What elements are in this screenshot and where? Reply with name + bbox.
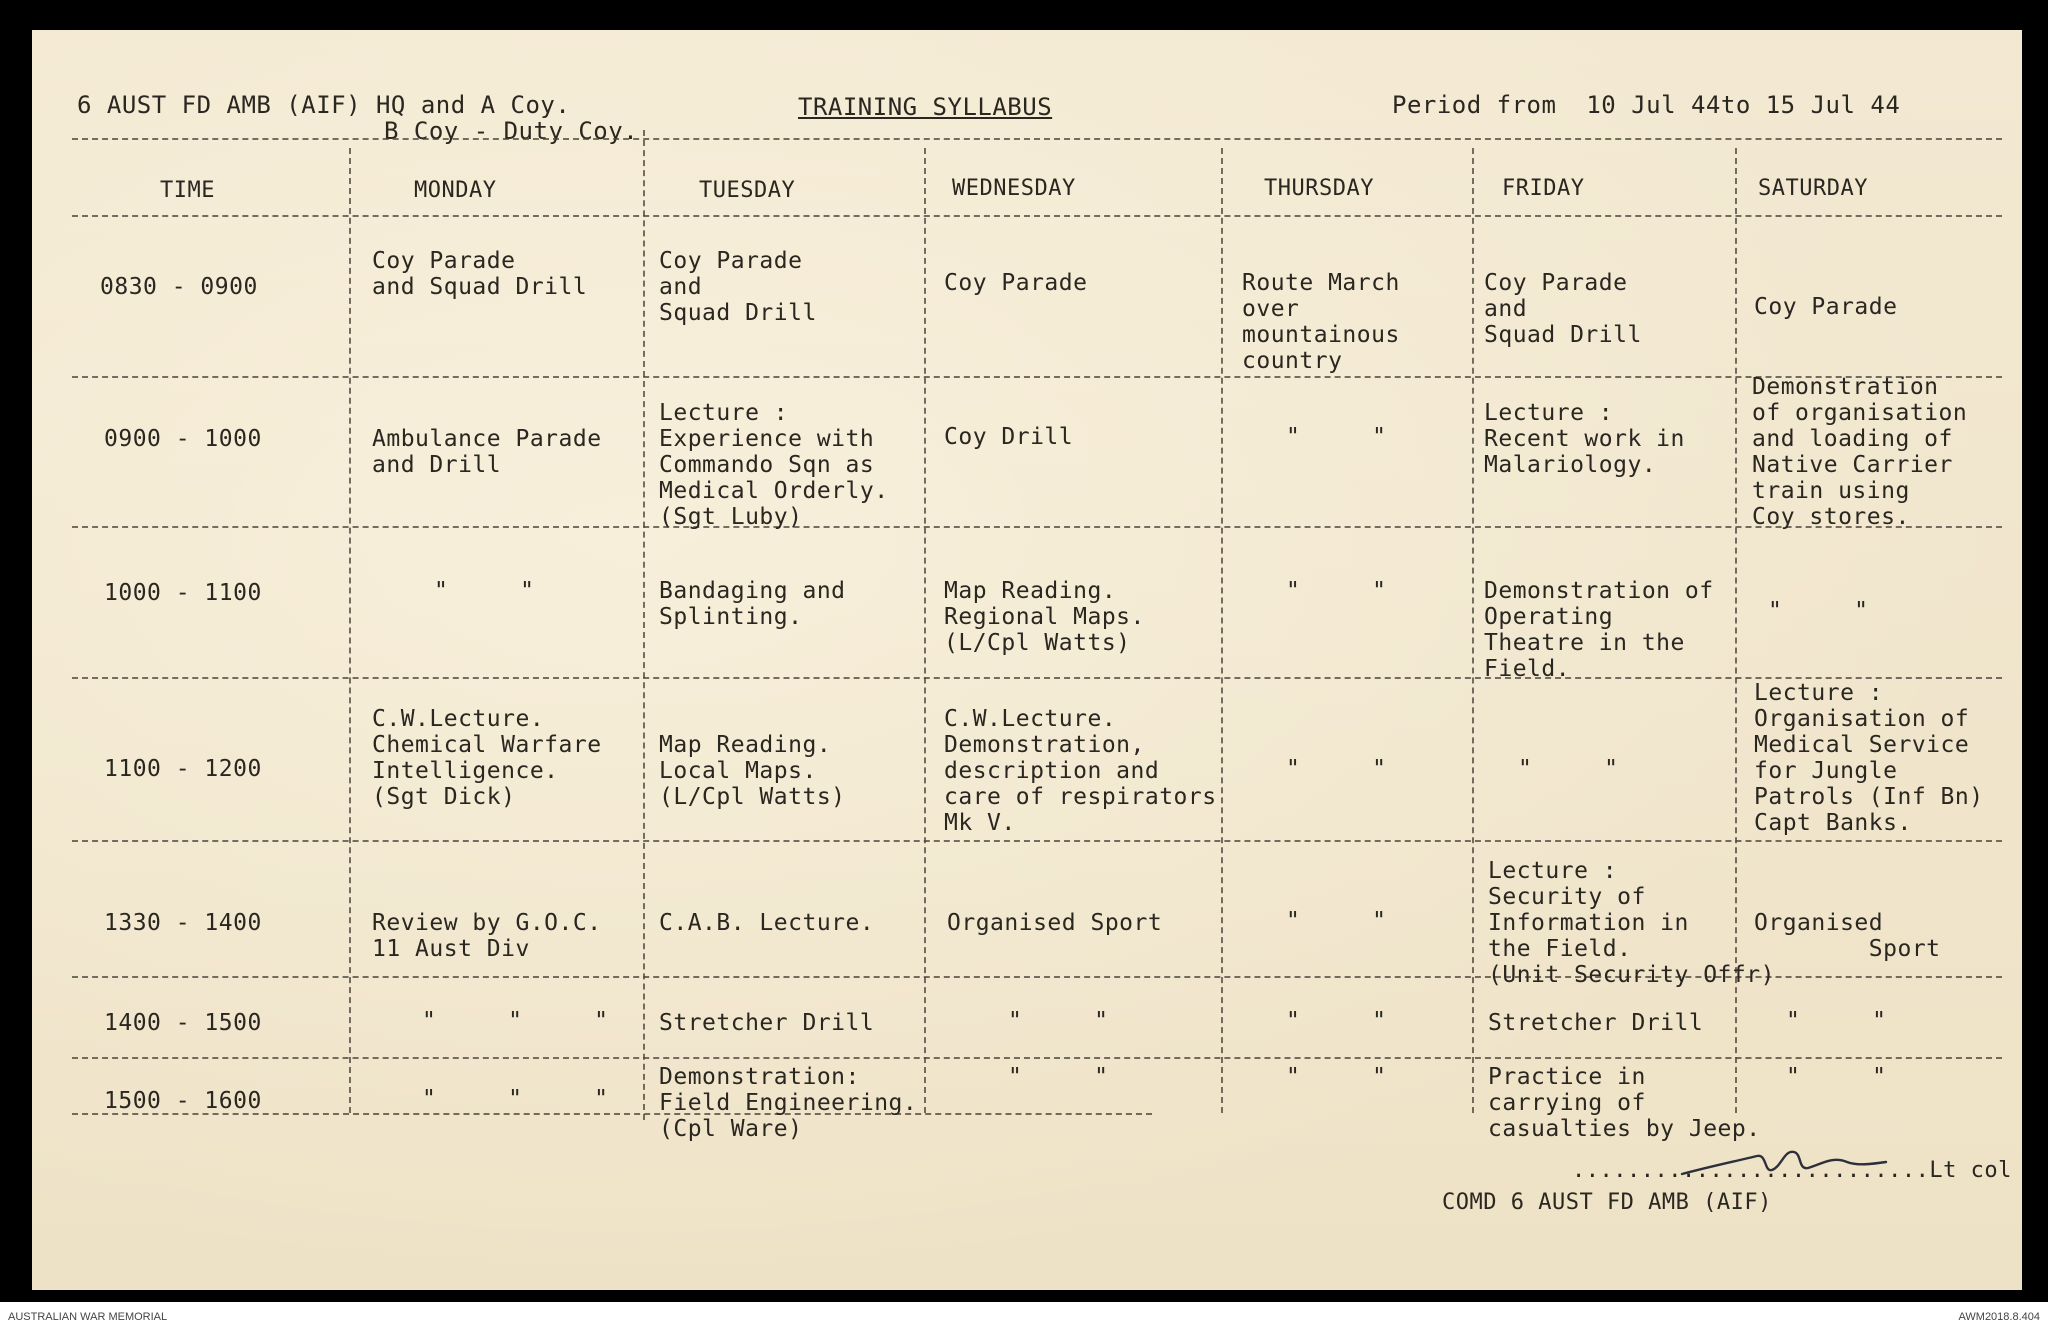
- schedule-cell: " " ": [422, 1086, 609, 1112]
- period-line: Period from 10 Jul 44to 15 Jul 44: [1392, 91, 1901, 119]
- time-cell: 1100 - 1200: [104, 756, 262, 782]
- schedule-cell: Bandaging and Splinting.: [659, 578, 846, 630]
- schedule-cell: Organised Sport: [947, 910, 1163, 936]
- time-cell: 1330 - 1400: [104, 910, 262, 936]
- schedule-cell: Lecture : Recent work in Malariology.: [1484, 400, 1685, 478]
- schedule-cell: Review by G.O.C. 11 Aust Div: [372, 910, 602, 962]
- document-page: [32, 30, 2022, 1290]
- schedule-cell: Stretcher Drill: [1488, 1010, 1704, 1036]
- time-cell: 0900 - 1000: [104, 426, 262, 452]
- signature-title: COMD 6 AUST FD AMB (AIF): [1442, 1190, 1772, 1215]
- schedule-cell: Ambulance Parade and Drill: [372, 426, 602, 478]
- schedule-cell: Organised Sport: [1754, 910, 1941, 962]
- rule-row-1: [72, 376, 2002, 378]
- schedule-cell: " ": [1286, 1008, 1387, 1034]
- schedule-cell: Lecture : Experience with Commando Sqn as Medical Orderly. (Sgt Luby): [659, 400, 889, 530]
- schedule-cell: Lecture : Organisation of Medical Service for Jungle Patrols (Inf Bn) Capt Banks.: [1754, 680, 1984, 836]
- column-header-time: TIME: [160, 178, 215, 203]
- schedule-cell: Practice in carrying of casualties by Jeep.: [1488, 1064, 1761, 1142]
- time-cell: 0830 - 0900: [100, 274, 258, 300]
- schedule-cell: " ": [1008, 1064, 1109, 1090]
- schedule-cell: Coy Parade: [944, 270, 1088, 296]
- schedule-cell: " ": [1518, 756, 1619, 782]
- schedule-cell: " ": [1286, 424, 1387, 450]
- schedule-cell: " ": [1286, 908, 1387, 934]
- col-divider-1: [349, 148, 351, 1113]
- column-header-wednesday: WEDNESDAY: [952, 176, 1076, 201]
- rule-row-4: [72, 840, 2002, 842]
- schedule-cell: " ": [1286, 1064, 1387, 1090]
- column-header-tuesday: TUESDAY: [699, 178, 796, 203]
- footer-source: AUSTRALIAN WAR MEMORIAL: [8, 1311, 168, 1323]
- schedule-cell: Coy Parade and Squad Drill: [1484, 270, 1642, 348]
- schedule-cell: " ": [1786, 1008, 1887, 1034]
- schedule-cell: Map Reading. Regional Maps. (L/Cpl Watts): [944, 578, 1145, 656]
- schedule-cell: Lecture : Security of Information in the Field. (Unit Security Offr): [1488, 858, 1775, 988]
- unit-line-1: 6 AUST FD AMB (AIF) HQ and A Coy.: [77, 91, 571, 119]
- schedule-cell: " ": [1786, 1064, 1887, 1090]
- schedule-cell: C.A.B. Lecture.: [659, 910, 875, 936]
- schedule-cell: " " ": [422, 1008, 609, 1034]
- column-header-thursday: THURSDAY: [1264, 176, 1374, 201]
- rule-row-2: [72, 526, 2002, 528]
- schedule-cell: " ": [1286, 756, 1387, 782]
- rule-row-6: [72, 1057, 2002, 1059]
- archive-footer: [0, 1302, 2048, 1332]
- time-cell: 1500 - 1600: [104, 1088, 262, 1114]
- unit-line-2: B Coy - Duty Coy.: [384, 117, 639, 145]
- time-cell: 1400 - 1500: [104, 1010, 262, 1036]
- schedule-cell: C.W.Lecture. Chemical Warfare Intelligence. (Sgt Dick): [372, 706, 602, 810]
- schedule-cell: Map Reading. Local Maps. (L/Cpl Watts): [659, 732, 846, 810]
- schedule-cell: " ": [1008, 1008, 1109, 1034]
- signature-line: ..........................Lt col: [1572, 1158, 2012, 1183]
- schedule-cell: Demonstration of Operating Theatre in the Field.: [1484, 578, 1714, 682]
- column-header-friday: FRIDAY: [1502, 176, 1585, 201]
- schedule-cell: Coy Parade and Squad Drill: [372, 248, 588, 300]
- schedule-cell: Stretcher Drill: [659, 1010, 875, 1036]
- column-header-monday: MONDAY: [414, 178, 497, 203]
- schedule-cell: " ": [434, 578, 535, 604]
- col-divider-4: [1221, 148, 1223, 1113]
- schedule-cell: Coy Drill: [944, 424, 1074, 450]
- schedule-cell: Coy Parade and Squad Drill: [659, 248, 817, 326]
- col-divider-2: [643, 130, 645, 1120]
- rule-top: [72, 138, 2002, 140]
- schedule-cell: Route March over mountainous country: [1242, 270, 1400, 374]
- schedule-cell: Demonstration of organisation and loading of Native Carrier train using Coy stores.: [1752, 374, 1968, 530]
- footer-reference: AWM2018.8.404: [1958, 1311, 2040, 1323]
- schedule-cell: " ": [1286, 578, 1387, 604]
- column-header-saturday: SATURDAY: [1758, 176, 1868, 201]
- schedule-cell: " ": [1768, 598, 1869, 624]
- schedule-cell: Demonstration: Field Engineering. (Cpl Ware): [659, 1064, 918, 1142]
- document-title: TRAINING SYLLABUS: [798, 93, 1053, 121]
- time-cell: 1000 - 1100: [104, 580, 262, 606]
- schedule-cell: Coy Parade: [1754, 294, 1898, 320]
- rule-under-header: [72, 215, 2002, 217]
- schedule-cell: C.W.Lecture. Demonstration, description and care of respirators Mk V.: [944, 706, 1217, 836]
- col-divider-5: [1472, 148, 1474, 1113]
- col-divider-3: [924, 148, 926, 1113]
